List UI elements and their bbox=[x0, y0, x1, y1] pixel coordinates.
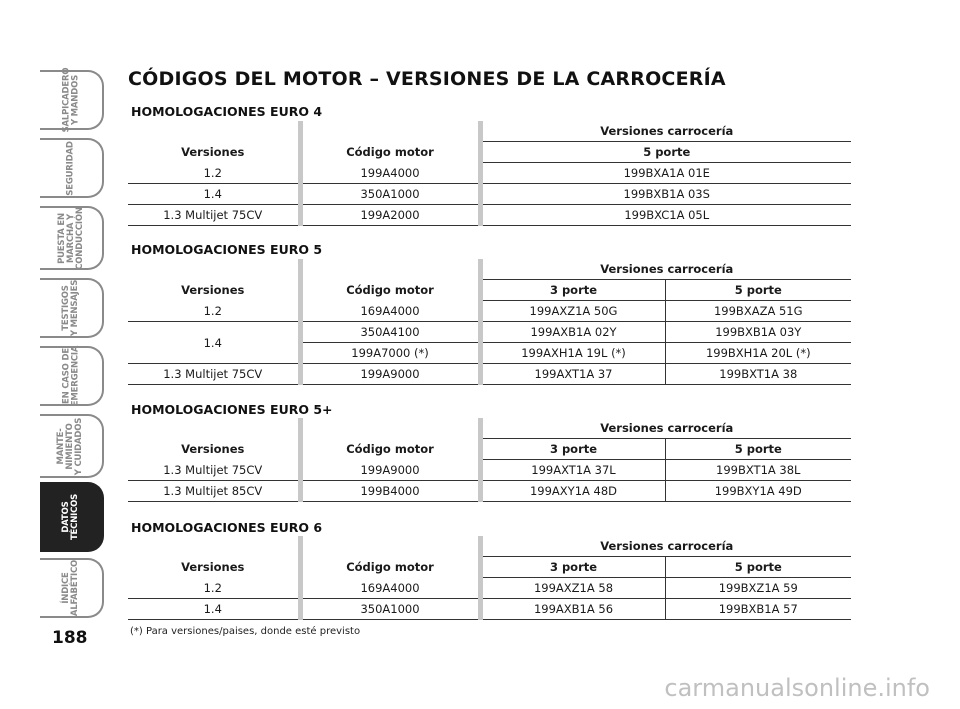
cell-5-porte: 199BXY1A 49D bbox=[665, 481, 851, 502]
cell-5-porte: 199BXT1A 38 bbox=[665, 364, 851, 385]
tab-label: SEGURIDAD bbox=[65, 140, 76, 196]
cell-3-porte: 199AXZ1A 50G bbox=[480, 301, 665, 322]
header-5-porte: 5 porte bbox=[665, 280, 851, 301]
header-3-porte: 3 porte bbox=[480, 439, 665, 460]
tab-datos-tecnicos[interactable] bbox=[40, 482, 104, 552]
cell-5-porte: 199BXH1A 20L (*) bbox=[665, 343, 851, 364]
header-5-porte: 5 porte bbox=[665, 439, 851, 460]
table-euro6 bbox=[128, 536, 851, 620]
cell-version: 1.2 bbox=[128, 301, 300, 322]
tab-indice[interactable] bbox=[40, 558, 104, 618]
tab-puesta-en-marcha[interactable] bbox=[40, 206, 104, 270]
table-row bbox=[128, 578, 851, 599]
tab-salpicadero[interactable] bbox=[40, 67, 104, 133]
cell-motor: 350A1000 bbox=[300, 599, 480, 620]
table-row bbox=[128, 301, 851, 322]
table-row bbox=[128, 163, 851, 184]
cell-motor: 350A1000 bbox=[300, 184, 480, 205]
cell-5-porte: 199BXAZA 51G bbox=[665, 301, 851, 322]
cell-5-porte: 199BXB1A 03S bbox=[480, 184, 851, 205]
cell-motor: 169A4000 bbox=[300, 301, 480, 322]
table-row bbox=[128, 322, 851, 343]
header-versiones-carroceria: Versiones carrocería bbox=[480, 259, 851, 280]
cell-motor: 199A4000 bbox=[300, 163, 480, 184]
cell-motor: 199B4000 bbox=[300, 481, 480, 502]
section-heading-euro6: HOMOLOGACIONES EURO 6 bbox=[131, 520, 323, 535]
tab-label: SALPICADERO Y MANDOS bbox=[61, 67, 81, 133]
cell-version: 1.3 Multijet 85CV bbox=[128, 481, 300, 502]
header-versiones-carroceria: Versiones carrocería bbox=[480, 121, 851, 142]
cell-5-porte: 199BXA1A 01E bbox=[480, 163, 851, 184]
tab-label: MANTE- NIMIENTO Y CUIDADOS bbox=[56, 417, 85, 475]
cell-version: 1.2 bbox=[128, 578, 300, 599]
page-title: CÓDIGOS DEL MOTOR – VERSIONES DE LA CARROCERÍA bbox=[128, 68, 726, 90]
cell-5-porte: 199BXB1A 03Y bbox=[665, 322, 851, 343]
cell-5-porte: 199BXC1A 05L bbox=[480, 205, 851, 226]
header-3-porte: 3 porte bbox=[480, 557, 665, 578]
tab-label: PUESTA EN MARCHA Y CONDUCCIÓN bbox=[56, 206, 85, 270]
header-codigo-motor: Código motor bbox=[300, 259, 480, 301]
section-heading-euro4: HOMOLOGACIONES EURO 4 bbox=[131, 104, 323, 119]
footnote: (*) Para versiones/paises, donde esté previsto bbox=[130, 626, 361, 637]
header-versiones: Versiones bbox=[181, 441, 245, 456]
cell-5-porte: 199BXT1A 38L bbox=[665, 460, 851, 481]
tab-testigos[interactable] bbox=[40, 278, 104, 338]
cell-3-porte: 199AXT1A 37 bbox=[480, 364, 665, 385]
header-versiones: Versiones bbox=[181, 282, 245, 297]
cell-3-porte: 199AXZ1A 58 bbox=[480, 578, 665, 599]
header-versiones-carroceria: Versiones carrocería bbox=[480, 536, 851, 557]
table-row bbox=[128, 364, 851, 385]
table-row bbox=[128, 184, 851, 205]
section-heading-euro5plus: HOMOLOGACIONES EURO 5+ bbox=[131, 402, 333, 417]
tab-label: ÍNDICE ALFABÉTICO bbox=[61, 559, 80, 617]
watermark: carmanualsonline.info bbox=[664, 674, 930, 702]
cell-3-porte: 199AXB1A 56 bbox=[480, 599, 665, 620]
tab-seguridad[interactable] bbox=[40, 138, 104, 198]
cell-version: 1.4 bbox=[128, 599, 300, 620]
header-codigo-motor: Código motor bbox=[300, 536, 480, 578]
section-heading-euro5: HOMOLOGACIONES EURO 5 bbox=[131, 242, 323, 257]
cell-version: 1.3 Multijet 75CV bbox=[128, 205, 300, 226]
table-row bbox=[128, 460, 851, 481]
cell-3-porte: 199AXT1A 37L bbox=[480, 460, 665, 481]
table-euro5 bbox=[128, 259, 851, 385]
cell-5-porte: 199BXB1A 57 bbox=[665, 599, 851, 620]
header-5-porte: 5 porte bbox=[665, 557, 851, 578]
cell-3-porte: 199AXB1A 02Y bbox=[480, 322, 665, 343]
cell-version: 1.4 bbox=[128, 322, 300, 364]
table-row bbox=[128, 205, 851, 226]
header-codigo-motor: Código motor bbox=[300, 418, 480, 460]
tab-mantenimiento[interactable] bbox=[40, 414, 104, 478]
tab-label: DATOS TÉCNICOS bbox=[60, 493, 80, 541]
header-3-porte: 3 porte bbox=[480, 280, 665, 301]
cell-version: 1.3 Multijet 75CV bbox=[128, 460, 300, 481]
header-5-porte: 5 porte bbox=[480, 142, 851, 163]
page-number: 188 bbox=[52, 628, 88, 648]
table-row bbox=[128, 599, 851, 620]
cell-5-porte: 199BXZ1A 59 bbox=[665, 578, 851, 599]
tab-label: TESTIGOS Y MENSAJES bbox=[60, 279, 80, 337]
header-versiones: Versiones bbox=[181, 559, 245, 574]
cell-motor: 199A2000 bbox=[300, 205, 480, 226]
cell-motor: 169A4000 bbox=[300, 578, 480, 599]
cell-version: 1.4 bbox=[128, 184, 300, 205]
tab-emergencia[interactable] bbox=[40, 346, 104, 406]
tab-label: EN CASO DE EMERGENCIA bbox=[61, 345, 80, 407]
table-row bbox=[128, 481, 851, 502]
cell-motor: 199A9000 bbox=[300, 364, 480, 385]
header-codigo-motor: Código motor bbox=[300, 121, 480, 163]
table-euro5plus bbox=[128, 418, 851, 502]
cell-3-porte: 199AXH1A 19L (*) bbox=[480, 343, 665, 364]
header-versiones: Versiones bbox=[181, 144, 245, 159]
cell-version: 1.3 Multijet 75CV bbox=[128, 364, 300, 385]
header-versiones-carroceria: Versiones carrocería bbox=[480, 418, 851, 439]
cell-motor: 199A9000 bbox=[300, 460, 480, 481]
cell-3-porte: 199AXY1A 48D bbox=[480, 481, 665, 502]
table-euro4 bbox=[128, 121, 851, 226]
cell-motor: 350A4100 bbox=[300, 322, 480, 343]
cell-version: 1.2 bbox=[128, 163, 300, 184]
cell-motor: 199A7000 (*) bbox=[300, 343, 480, 364]
